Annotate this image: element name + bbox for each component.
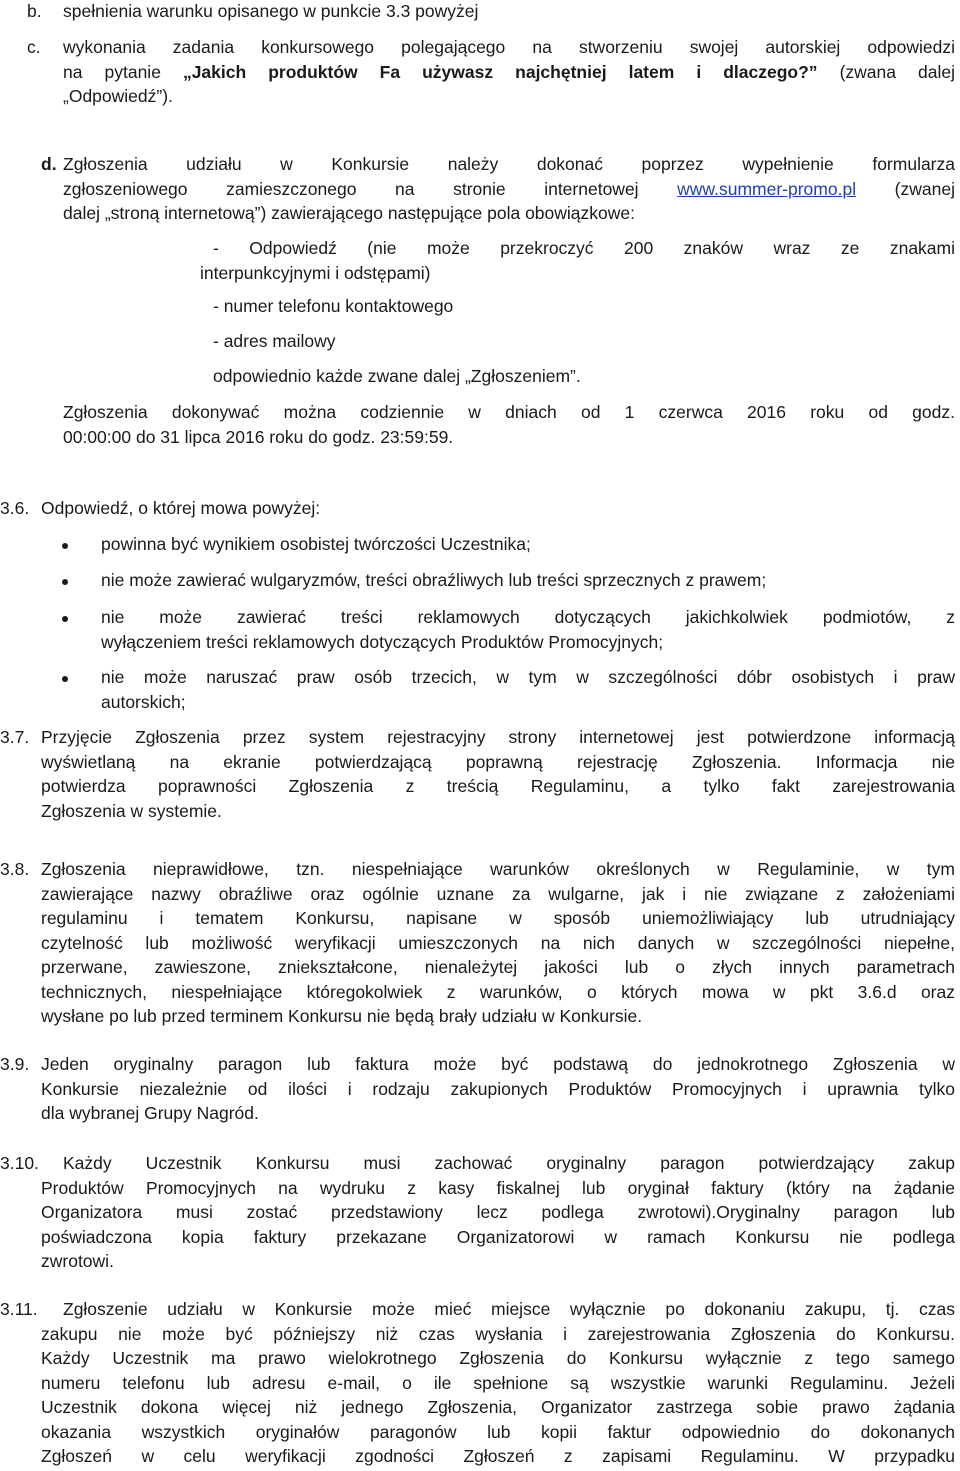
section-3-11-line: Uczestnik dokona więcej niż jednego Zgłoszenia, Organizator zastrzega sobie prawo żądania [41, 1397, 955, 1417]
section-3-8-line: regulaminu i tematem Konkursu, napisane w sposób uniemożliwiający lub utrudniający [41, 908, 955, 928]
section-3-7-line: Zgłoszenia w systemie. [41, 800, 222, 821]
section-3-7 [41, 725, 955, 823]
bullet-2-dot [62, 579, 68, 585]
field-answer [200, 236, 955, 285]
bullet-3-line2: wyłączeniem treści reklamowych dotyczących Produktów Promocyjnych; [101, 631, 664, 652]
section-3-10 [41, 1151, 955, 1274]
section-3-11-line: Zgłoszenie udziału w Konkursie może mieć miejsce wyłącznie po dokonaniu zakupu, tj. czas [63, 1299, 955, 1319]
bullet-2 [101, 568, 955, 593]
field-phone: - numer telefonu kontaktowego [213, 296, 454, 316]
section-3-11-number: 3.11. [0, 1299, 38, 1319]
section-3-9-line: dla wybranej Grupy Nagród. [41, 1103, 259, 1123]
section-3-8-line: czytelność lub możliwość weryfikacji umieszczonych na nich danych w szczególności niepełne, [41, 932, 955, 953]
field-answer-line2: interpunkcyjnymi i odstępami) [200, 262, 431, 283]
section-3-11-line: Zgłoszeń w celu weryfikacji zgodności Zgłoszeń z zapisami Regulaminu. W przypadku [41, 1446, 955, 1466]
section-3-11-line: Każdy Uczestnik ma prawo wielokrotnego Zgłoszenia do Konkursu wyłącznie z tego samego [41, 1348, 955, 1368]
section-3-8-line: wysłane po lub przed terminem Konkursu nie będą brały udziału w Konkursie. [41, 1006, 643, 1026]
section-3-8-number: 3.8. [0, 859, 30, 879]
bullet-1 [101, 532, 955, 557]
section-3-8-line: przerwane, zawieszone, zniekształcone, nienależytej jakości lub o złych innych parametrach [41, 957, 955, 977]
section-3-10-line: Każdy Uczestnik Konkursu musi zachować oryginalny paragon potwierdzający zakup [63, 1153, 955, 1173]
item-c-line2 [63, 60, 955, 85]
item-b-text [63, 0, 955, 24]
section-3-11-line: zakupu nie może być późniejszy niż czas wysłania i zarejestrowania Zgłoszenia do Konkursu. [41, 1323, 955, 1344]
contest-question: „Jakich produktów Fa używasz najchętniej latem i dlaczego?” [182, 61, 818, 82]
item-b-marker: b. [27, 1, 42, 21]
fields-summary: odpowiednio każde zwane dalej „Zgłoszeniem”. [213, 366, 581, 386]
section-3-7-line: potwierdza poprawności Zgłoszenia z treścią Regulaminu, a tylko fakt zarejestrowania [41, 776, 955, 796]
item-c-line1: wykonania zadania konkursowego polegającego na stworzeniu swojej autorskiej odpowiedzi [63, 37, 955, 57]
section-3-11-line: okazania wszystkich oryginałów paragonów lub kopii faktur odpowiednio do dokonanych [41, 1421, 955, 1442]
item-c-line2-pre: na pytanie [63, 61, 183, 82]
section-3-8 [41, 857, 955, 1029]
section-3-11 [41, 1297, 955, 1469]
section-3-9 [41, 1052, 955, 1126]
section-3-7-line: Przyjęcie Zgłoszenia przez system rejestracyjny strony internetowej jest potwierdzone informacją [41, 727, 955, 747]
bullet-1-line1: powinna być wynikiem osobistej twórczości Uczestnika; [101, 534, 531, 554]
section-3-9-number: 3.9. [0, 1054, 30, 1074]
section-3-10-number: 3.10. [0, 1153, 39, 1173]
section-3-10-line: poświadczona kopia faktury przekazane Organizatorowi w ramach Konkursu nie podlega [41, 1226, 955, 1247]
bullet-3 [101, 605, 955, 654]
item-d-line1: Zgłoszenia udziału w Konkursie należy dokonać poprzez wypełnienie formularza [63, 154, 955, 174]
item-d-line3: dalej „stroną internetową”) zawierającego następujące pola obowiązkowe: [63, 203, 635, 223]
section-3-7-number: 3.7. [0, 727, 30, 747]
item-d-marker: d. [41, 154, 57, 174]
item-d-line2-post: (zwanej [856, 178, 955, 199]
dates-line2: 00:00:00 do 31 lipca 2016 roku do godz. 23:59:59. [63, 426, 454, 447]
section-3-8-line: Zgłoszenia nieprawidłowe, tzn. niespełniające warunków określonych w Regulaminie, w tym [41, 859, 955, 879]
field-answer-line1: - Odpowiedź (nie może przekroczyć 200 znaków wraz ze znakami [213, 238, 955, 258]
bullet-4-line2: autorskich; [101, 691, 186, 712]
section-3-10-line: Produktów Promocyjnych na wydruku z kasy fiskalnej lub oryginał faktury (który na żądanie [41, 1177, 955, 1198]
item-d-line2 [63, 177, 955, 202]
section-3-10-line: Organizatora musi zostać przedstawiony lecz podlega zwrotowi).Oryginalny paragon lub [41, 1202, 955, 1222]
bullet-4-dot [62, 676, 68, 682]
bullet-3-line1: nie może zawierać treści reklamowych dotyczących jakichkolwiek podmiotów, z [101, 607, 955, 627]
item-c-marker: c. [27, 37, 41, 57]
bullet-1-dot [62, 543, 68, 549]
section-3-9-line: Konkursie niezależnie od ilości i rodzaju zakupionych Produktów Promocyjnych i uprawnia tylko [41, 1078, 955, 1099]
field-email: - adres mailowy [213, 331, 336, 351]
item-d-line2-pre: zgłoszeniowego zamieszczonego na stronie internetowej [63, 178, 678, 199]
section-3-6-text: Odpowiedź, o której mowa powyżej: [41, 498, 321, 518]
bullet-2-line1: nie może zawierać wulgaryzmów, treści obraźliwych lub treści sprzecznych z prawem; [101, 570, 767, 590]
section-3-6-intro [41, 496, 955, 521]
item-c-line3: „Odpowiedź”). [63, 86, 173, 106]
section-3-7-line: wyświetlaną na ekranie potwierdzającą poprawną rejestrację Zgłoszenia. Informacja nie [41, 751, 955, 772]
item-c-line2-post: (zwana dalej [817, 61, 955, 82]
section-3-10-line: zwrotowi. [41, 1251, 114, 1271]
section-3-8-line: zawierające nazwy obraźliwe oraz ogólnie uznane za wulgarne, jak i nie związane z założeniami [41, 883, 955, 904]
section-3-11-line: numeru telefonu lub adresu e-mail, o ile spełnione są wszystkie warunki Regulaminu. Jeżeli [41, 1372, 955, 1393]
section-3-6-number: 3.6. [0, 498, 30, 518]
section-3-9-line: Jeden oryginalny paragon lub faktura może być podstawą do jednokrotnego Zgłoszenia w [41, 1054, 955, 1074]
bullet-3-dot [62, 616, 68, 622]
website-link[interactable]: www.summer-promo.pl [677, 178, 857, 199]
section-3-8-line: technicznych, niespełniające któregokolwiek z warunków, o których mowa w pkt 3.6.d oraz [41, 981, 955, 1002]
bullet-4 [101, 665, 955, 714]
item-b-line: spełnienia warunku opisanego w punkcie 3.3 powyżej [63, 1, 479, 21]
item-d-text [63, 152, 955, 201]
submission-dates [63, 400, 955, 449]
dates-line1: Zgłoszenia dokonywać można codziennie w dniach od 1 czerwca 2016 roku od godz. [63, 402, 955, 422]
item-c-text [63, 35, 955, 109]
bullet-4-line1: nie może naruszać praw osób trzecich, w tym w szczególności dóbr osobistych i praw [101, 667, 955, 687]
item-d-line3-wrap [63, 201, 955, 226]
